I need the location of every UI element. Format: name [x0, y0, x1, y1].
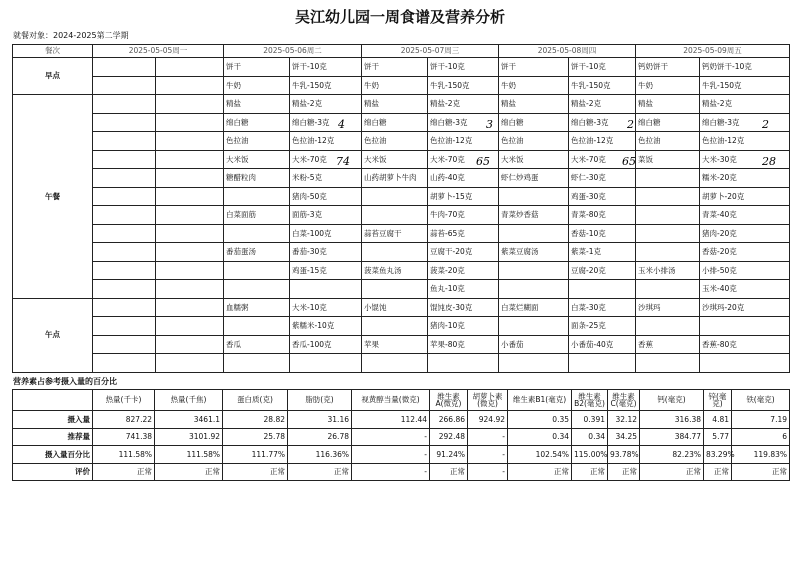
- ingredient-cell: 鱼丸-10克: [428, 280, 499, 299]
- nutrition-header-cell: 铁(毫克): [732, 390, 790, 411]
- nutrition-row-label: 推荐量: [13, 428, 93, 446]
- nutrition-value: 正常: [608, 463, 640, 481]
- nutrition-value: 3461.1: [155, 411, 223, 429]
- nutrition-header-cell: 维生素C(毫克): [608, 390, 640, 411]
- dish-cell: [93, 261, 156, 280]
- nutrition-value: 116.36%: [288, 446, 352, 464]
- nutrition-value: 32.12: [608, 411, 640, 429]
- ingredient-cell: 精盐-2克: [569, 95, 636, 114]
- dish-cell: 牛奶: [636, 76, 700, 95]
- dish-cell: [362, 354, 428, 373]
- menu-row: [13, 354, 790, 373]
- ingredient-cell: 紫菜-1克: [569, 243, 636, 262]
- ingredient-cell: 香瓜-100克: [290, 335, 362, 354]
- nutrition-value: 正常: [640, 463, 704, 481]
- dish-cell: 香瓜: [224, 335, 290, 354]
- dish-cell: 饼干: [362, 58, 428, 77]
- ingredient-cell: 绵白糖-3克: [700, 113, 790, 132]
- dish-cell: [224, 187, 290, 206]
- ingredient-cell: 蒜苔-65克: [428, 224, 499, 243]
- ingredient-cell: [156, 187, 224, 206]
- nutrition-value: 31.16: [288, 411, 352, 429]
- dish-cell: 绵白糖: [499, 113, 569, 132]
- ingredient-cell: 饼干-10克: [569, 58, 636, 77]
- nutrition-value: -: [468, 428, 508, 446]
- nutrition-value: 正常: [288, 463, 352, 481]
- dish-cell: 紫菜豆腐汤: [499, 243, 569, 262]
- dish-cell: 菜饭: [636, 150, 700, 169]
- nutrition-value: 115.00%: [572, 446, 608, 464]
- ingredient-cell: 苹果-80克: [428, 335, 499, 354]
- menu-row: [13, 132, 790, 151]
- nutrition-value: 83.29%: [704, 446, 732, 464]
- nutrition-value: 正常: [732, 463, 790, 481]
- nutrition-value: -: [352, 446, 430, 464]
- dish-cell: 糖醋粒肉: [224, 169, 290, 188]
- nutrition-section-title: 营养素占参考摄入量的百分比: [13, 377, 117, 386]
- ingredient-cell: [156, 243, 224, 262]
- handwritten-mark: 65: [476, 155, 490, 168]
- nutrition-value: 7.19: [732, 411, 790, 429]
- ingredient-cell: 绵白糖-3克: [428, 113, 499, 132]
- nutrition-value: 111.58%: [93, 446, 155, 464]
- nutrition-header-cell: 维生素B1(毫克): [508, 390, 572, 411]
- nutrition-value: 28.82: [223, 411, 288, 429]
- ingredient-cell: 绵白糖-3克: [569, 113, 636, 132]
- dish-cell: [224, 224, 290, 243]
- handwritten-mark: 4: [338, 118, 345, 131]
- ingredient-cell: 白菜-30克: [569, 298, 636, 317]
- ingredient-cell: 牛乳-150克: [569, 76, 636, 95]
- dish-cell: 山药胡萝卜牛肉: [362, 169, 428, 188]
- ingredient-cell: 大米-70克: [428, 150, 499, 169]
- ingredient-cell: 青菜-80克: [569, 206, 636, 225]
- ingredient-cell: 玉米-40克: [700, 280, 790, 299]
- dish-cell: [93, 224, 156, 243]
- dish-cell: [93, 317, 156, 336]
- menu-row: [13, 113, 790, 132]
- menu-row: [13, 150, 790, 169]
- menu-row: [13, 169, 790, 188]
- nutrition-header-row: [13, 390, 790, 411]
- ingredient-cell: [156, 132, 224, 151]
- header-cell: 2025-05-05周一: [93, 45, 224, 58]
- ingredient-cell: 精盐-2克: [290, 95, 362, 114]
- ingredient-cell: 饼干-10克: [290, 58, 362, 77]
- dish-cell: 色拉油: [636, 132, 700, 151]
- weekly-menu-table: [12, 44, 790, 373]
- ingredient-cell: [156, 113, 224, 132]
- nutrition-value: 119.83%: [732, 446, 790, 464]
- ingredient-cell: 小排-50克: [700, 261, 790, 280]
- dish-cell: 饼干: [224, 58, 290, 77]
- ingredient-cell: 牛乳-150克: [290, 76, 362, 95]
- menu-row: [13, 298, 790, 317]
- dish-cell: [362, 317, 428, 336]
- ingredient-cell: [156, 95, 224, 114]
- nutrition-value: 正常: [155, 463, 223, 481]
- dish-cell: 饼干: [499, 58, 569, 77]
- dish-cell: [362, 280, 428, 299]
- ingredient-cell: 豆腐-20克: [569, 261, 636, 280]
- nutrition-row: [13, 428, 790, 446]
- ingredient-cell: [156, 150, 224, 169]
- ingredient-cell: [156, 261, 224, 280]
- ingredient-cell: 香菇-20克: [700, 243, 790, 262]
- ingredient-cell: 白菜-100克: [290, 224, 362, 243]
- ingredient-cell: [156, 335, 224, 354]
- ingredient-cell: 面筋-3克: [290, 206, 362, 225]
- dish-cell: [636, 243, 700, 262]
- dish-cell: [362, 243, 428, 262]
- dish-cell: 色拉油: [224, 132, 290, 151]
- nutrition-value: 0.35: [508, 411, 572, 429]
- nutrition-value: 82.23%: [640, 446, 704, 464]
- ingredient-cell: 色拉油-12克: [700, 132, 790, 151]
- diner-target: 就餐对象：2024-2025第二学期: [13, 31, 129, 40]
- nutrition-table: [12, 389, 790, 481]
- dish-cell: 白菜面筋: [224, 206, 290, 225]
- dish-cell: [499, 354, 569, 373]
- nutrition-row: [13, 411, 790, 429]
- nutrition-value: 34.25: [608, 428, 640, 446]
- header-cell: 餐次: [13, 45, 93, 58]
- handwritten-mark: 2: [627, 118, 634, 131]
- ingredient-cell: 精盐-2克: [428, 95, 499, 114]
- dish-cell: [93, 150, 156, 169]
- ingredient-cell: 胡萝卜-20克: [700, 187, 790, 206]
- menu-row: [13, 261, 790, 280]
- nutrition-value: 111.77%: [223, 446, 288, 464]
- nutrition-header-cell: 维生素A(微克): [430, 390, 468, 411]
- ingredient-cell: 虾仁-30克: [569, 169, 636, 188]
- ingredient-cell: 饼干-10克: [428, 58, 499, 77]
- meal-label: 午餐: [13, 95, 93, 299]
- nutrition-value: -: [468, 463, 508, 481]
- dish-cell: 精盐: [636, 95, 700, 114]
- dish-cell: [362, 206, 428, 225]
- dish-cell: [636, 224, 700, 243]
- nutrition-header-cell: 热量(千卡): [93, 390, 155, 411]
- nutrition-header-cell: 蛋白质(克): [223, 390, 288, 411]
- nutrition-header-cell: 锌(毫克): [704, 390, 732, 411]
- nutrition-value: 正常: [430, 463, 468, 481]
- nutrition-value: 3101.92: [155, 428, 223, 446]
- dish-cell: [93, 298, 156, 317]
- dish-cell: 绵白糖: [636, 113, 700, 132]
- nutrition-value: 正常: [704, 463, 732, 481]
- handwritten-mark: 74: [336, 155, 350, 168]
- ingredient-cell: 鸡蛋-30克: [569, 187, 636, 206]
- nutrition-value: 正常: [508, 463, 572, 481]
- dish-cell: 白菜烂糊面: [499, 298, 569, 317]
- dish-cell: 小馄饨: [362, 298, 428, 317]
- meal-label: 早点: [13, 58, 93, 95]
- dish-cell: 沙琪玛: [636, 298, 700, 317]
- dish-cell: 大米饭: [224, 150, 290, 169]
- dish-cell: [93, 58, 156, 77]
- dish-cell: [93, 243, 156, 262]
- nutrition-value: -: [352, 463, 430, 481]
- dish-cell: 大米饭: [362, 150, 428, 169]
- ingredient-cell: [156, 169, 224, 188]
- nutrition-header-cell: [13, 390, 93, 411]
- ingredient-cell: 豆腐干-20克: [428, 243, 499, 262]
- nutrition-value: -: [468, 446, 508, 464]
- page-title: 吴江幼儿园一周食谱及营养分析: [294, 8, 505, 26]
- header-cell: 2025-05-06周二: [224, 45, 362, 58]
- ingredient-cell: 胡萝卜-15克: [428, 187, 499, 206]
- nutrition-value: 111.58%: [155, 446, 223, 464]
- ingredient-cell: 糯米-20克: [700, 169, 790, 188]
- ingredient-cell: [700, 317, 790, 336]
- nutrition-row: [13, 463, 790, 481]
- dish-cell: [93, 76, 156, 95]
- dish-cell: [93, 187, 156, 206]
- nutrition-value: 26.78: [288, 428, 352, 446]
- ingredient-cell: 香菇-10克: [569, 224, 636, 243]
- dish-cell: 精盐: [224, 95, 290, 114]
- nutrition-value: 93.78%: [608, 446, 640, 464]
- ingredient-cell: 馄饨皮-30克: [428, 298, 499, 317]
- ingredient-cell: 猪肉-20克: [700, 224, 790, 243]
- nutrition-header-cell: 维生素B2(毫克): [572, 390, 608, 411]
- ingredient-cell: [156, 280, 224, 299]
- dish-cell: [93, 113, 156, 132]
- ingredient-cell: 大米-10克: [290, 298, 362, 317]
- dish-cell: [636, 280, 700, 299]
- dish-cell: 钙奶饼干: [636, 58, 700, 77]
- ingredient-cell: 菠菜-20克: [428, 261, 499, 280]
- ingredient-cell: 牛肉-70克: [428, 206, 499, 225]
- dish-cell: 玉米小排汤: [636, 261, 700, 280]
- menu-row: [13, 280, 790, 299]
- nutrition-value: 741.38: [93, 428, 155, 446]
- ingredient-cell: [156, 317, 224, 336]
- dish-cell: [636, 206, 700, 225]
- ingredient-cell: 钙奶饼干-10克: [700, 58, 790, 77]
- ingredient-cell: 牛乳-150克: [428, 76, 499, 95]
- ingredient-cell: 青菜-40克: [700, 206, 790, 225]
- ingredient-cell: 番茄-30克: [290, 243, 362, 262]
- ingredient-cell: [290, 280, 362, 299]
- dish-cell: 牛奶: [224, 76, 290, 95]
- nutrition-header-cell: 视黄醇当量(微克): [352, 390, 430, 411]
- dish-cell: 小番茄: [499, 335, 569, 354]
- dish-cell: [499, 317, 569, 336]
- ingredient-cell: 大米-30克: [700, 150, 790, 169]
- ingredient-cell: [156, 298, 224, 317]
- menu-row: [13, 95, 790, 114]
- dish-cell: 大米饭: [499, 150, 569, 169]
- dish-cell: [93, 95, 156, 114]
- dish-cell: 菠菜鱼丸汤: [362, 261, 428, 280]
- nutrition-header-cell: 钙(毫克): [640, 390, 704, 411]
- menu-header-row: [13, 45, 790, 58]
- nutrition-header-cell: 胡萝卜素(微克): [468, 390, 508, 411]
- dish-cell: 色拉油: [499, 132, 569, 151]
- dish-cell: 牛奶: [362, 76, 428, 95]
- ingredient-cell: 鸡蛋-15克: [290, 261, 362, 280]
- ingredient-cell: 香蕉-80克: [700, 335, 790, 354]
- dish-cell: 血糯粥: [224, 298, 290, 317]
- dish-cell: 番茄蛋汤: [224, 243, 290, 262]
- dish-cell: 蒜苔豆腐干: [362, 224, 428, 243]
- dish-cell: [636, 317, 700, 336]
- nutrition-value: 316.38: [640, 411, 704, 429]
- ingredient-cell: 精盐-2克: [700, 95, 790, 114]
- ingredient-cell: 沙琪玛-20克: [700, 298, 790, 317]
- ingredient-cell: 大米-70克: [569, 150, 636, 169]
- dish-cell: [93, 169, 156, 188]
- nutrition-value: 266.86: [430, 411, 468, 429]
- dish-cell: 精盐: [362, 95, 428, 114]
- nutrition-value: 112.44: [352, 411, 430, 429]
- ingredient-cell: 山药-40克: [428, 169, 499, 188]
- ingredient-cell: [700, 354, 790, 373]
- ingredient-cell: [290, 354, 362, 373]
- ingredient-cell: 紫糯米-10克: [290, 317, 362, 336]
- dish-cell: [362, 187, 428, 206]
- dish-cell: [636, 169, 700, 188]
- dish-cell: 苹果: [362, 335, 428, 354]
- nutrition-value: 292.48: [430, 428, 468, 446]
- handwritten-mark: 65: [622, 155, 636, 168]
- menu-row: [13, 206, 790, 225]
- nutrition-value: 384.77: [640, 428, 704, 446]
- dish-cell: 香蕉: [636, 335, 700, 354]
- dish-cell: 色拉油: [362, 132, 428, 151]
- nutrition-value: 正常: [572, 463, 608, 481]
- dish-cell: 绵白糖: [362, 113, 428, 132]
- dish-cell: [93, 206, 156, 225]
- dish-cell: [636, 187, 700, 206]
- ingredient-cell: [156, 76, 224, 95]
- header-cell: 2025-05-07周三: [362, 45, 499, 58]
- nutrition-value: 正常: [223, 463, 288, 481]
- ingredient-cell: 面条-25克: [569, 317, 636, 336]
- nutrition-value: 924.92: [468, 411, 508, 429]
- handwritten-mark: 3: [486, 118, 493, 131]
- meal-label: 午点: [13, 298, 93, 372]
- nutrition-value: 正常: [93, 463, 155, 481]
- handwritten-mark: 2: [762, 118, 769, 131]
- ingredient-cell: 色拉油-12克: [569, 132, 636, 151]
- menu-row: [13, 76, 790, 95]
- nutrition-value: 0.34: [572, 428, 608, 446]
- dish-cell: [224, 261, 290, 280]
- ingredient-cell: [428, 354, 499, 373]
- menu-row: [13, 224, 790, 243]
- ingredient-cell: [156, 206, 224, 225]
- nutrition-header-cell: 脂肪(克): [288, 390, 352, 411]
- nutrition-value: 6: [732, 428, 790, 446]
- nutrition-value: 91.24%: [430, 446, 468, 464]
- menu-row: [13, 317, 790, 336]
- nutrition-value: -: [352, 428, 430, 446]
- handwritten-mark: 28: [762, 155, 776, 168]
- dish-cell: [93, 132, 156, 151]
- dish-cell: [93, 280, 156, 299]
- nutrition-row: [13, 446, 790, 464]
- dish-cell: 精盐: [499, 95, 569, 114]
- ingredient-cell: 色拉油-12克: [428, 132, 499, 151]
- ingredient-cell: 米粉-5克: [290, 169, 362, 188]
- ingredient-cell: [156, 224, 224, 243]
- ingredient-cell: 小番茄-40克: [569, 335, 636, 354]
- nutrition-value: 0.34: [508, 428, 572, 446]
- dish-cell: [499, 261, 569, 280]
- ingredient-cell: 大米-70克: [290, 150, 362, 169]
- dish-cell: 虾仁炒鸡蛋: [499, 169, 569, 188]
- dish-cell: [499, 224, 569, 243]
- dish-cell: 青菜炒香菇: [499, 206, 569, 225]
- nutrition-row-label: 评价: [13, 463, 93, 481]
- ingredient-cell: 牛乳-150克: [700, 76, 790, 95]
- ingredient-cell: 绵白糖-3克: [290, 113, 362, 132]
- menu-row: [13, 58, 790, 77]
- menu-row: [13, 335, 790, 354]
- dish-cell: [499, 280, 569, 299]
- header-cell: 2025-05-09周五: [636, 45, 790, 58]
- dish-cell: [224, 280, 290, 299]
- ingredient-cell: 色拉油-12克: [290, 132, 362, 151]
- dish-cell: [636, 354, 700, 373]
- dish-cell: [224, 317, 290, 336]
- nutrition-row-label: 摄入量百分比: [13, 446, 93, 464]
- ingredient-cell: [569, 354, 636, 373]
- dish-cell: 绵白糖: [224, 113, 290, 132]
- nutrition-value: 0.391: [572, 411, 608, 429]
- menu-row: [13, 187, 790, 206]
- menu-row: [13, 243, 790, 262]
- nutrition-value: 5.77: [704, 428, 732, 446]
- ingredient-cell: [156, 58, 224, 77]
- nutrition-value: 102.54%: [508, 446, 572, 464]
- dish-cell: [93, 335, 156, 354]
- ingredient-cell: [156, 354, 224, 373]
- dish-cell: [224, 354, 290, 373]
- nutrition-value: 4.81: [704, 411, 732, 429]
- ingredient-cell: 猪肉-50克: [290, 187, 362, 206]
- dish-cell: 牛奶: [499, 76, 569, 95]
- ingredient-cell: 猪肉-10克: [428, 317, 499, 336]
- header-cell: 2025-05-08周四: [499, 45, 636, 58]
- nutrition-value: 827.22: [93, 411, 155, 429]
- dish-cell: [93, 354, 156, 373]
- nutrition-header-cell: 热量(千焦): [155, 390, 223, 411]
- dish-cell: [499, 187, 569, 206]
- nutrition-value: 25.78: [223, 428, 288, 446]
- nutrition-row-label: 摄入量: [13, 411, 93, 429]
- ingredient-cell: [569, 280, 636, 299]
